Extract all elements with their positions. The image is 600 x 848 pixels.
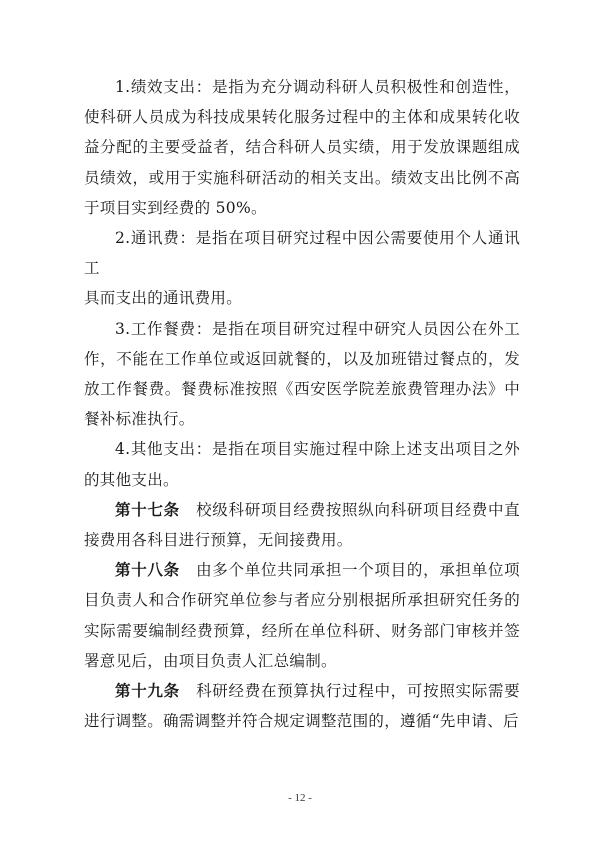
article-number: 第十七条 <box>115 499 180 519</box>
paragraph-text: 3.工作餐费：是指在项目研究过程中研究人员因公在外工作，不能在工作单位或返回就餐的，以及加班错过餐点的，发放工作餐费。餐费标准按照《西安医学院差旅费管理办法》中餐补标准执行。 <box>84 319 520 429</box>
article-text: 校级科研项目经费按照纵向科研项目经费中直接费用各科目进行预算，无间接费用。 <box>84 500 520 550</box>
document-body <box>84 72 520 736</box>
paragraph-performance-expense <box>84 72 520 223</box>
article-18 <box>84 555 520 676</box>
article-gap <box>180 501 196 519</box>
article-gap <box>180 561 196 579</box>
paragraph-other-expense <box>84 434 520 494</box>
article-text: 科研经费在预算执行过程中，可按照实际需要进行调整。确需调整并符合规定调整范围的，遵循“先申请、后 <box>84 682 520 731</box>
paragraph-meal-fee <box>84 314 520 435</box>
paragraph-text: 2.通讯费：是指在项目研究过程中因公需要使用个人通讯工 <box>84 229 520 278</box>
paragraph-text: 1.绩效支出：是指为充分调动科研人员积极性和创造性，使科研人员成为科技成果转化服务过程中的主体和成果转化收益分配的主要受益者，结合科研人员实绩，用于发放课题组成员绩效，或用于实施科研活动的相关支出。绩效支出比例不高于项目实到经费的 50%。 <box>84 78 520 217</box>
article-number: 第十八条 <box>115 560 180 580</box>
article-text: 由多个单位共同承担一个项目的，承担单位项目负责人和合作研究单位参与者应分别根据所承担研究任务的实际需要编制经费预算，经所在单位科研、财务部门审核并签署意见后，由项目负责人汇总编制。 <box>84 561 520 670</box>
paragraph-text: 4.其他支出：是指在项目实施过程中除上述支出项目之外的其他支出。 <box>84 440 520 489</box>
paragraph-text: 具而支出的通讯费用。 <box>84 289 243 308</box>
article-19 <box>84 676 520 736</box>
page-number: - 12 - <box>288 792 312 804</box>
article-gap <box>180 682 196 700</box>
article-17 <box>84 495 520 555</box>
paragraph-communication-fee <box>84 223 520 283</box>
paragraph-communication-fee-continued <box>84 283 520 313</box>
article-number: 第十九条 <box>115 681 180 701</box>
